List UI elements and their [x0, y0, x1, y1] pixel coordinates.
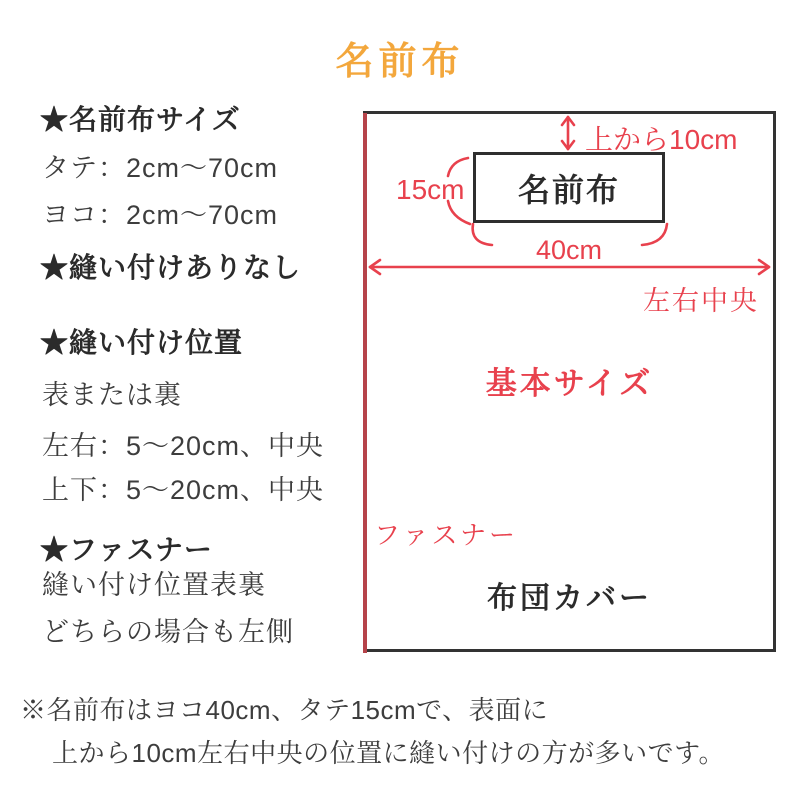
spec-line-left-right: 左右：5〜20cm、中央	[42, 431, 325, 461]
spec-heading-size: ★名前布サイズ	[40, 104, 241, 135]
name-cloth-rect	[473, 152, 665, 223]
name-cloth-label: 名前布	[517, 171, 620, 208]
spec-heading-fastener: ★ファスナー	[40, 534, 213, 565]
vertical-arrow-icon	[562, 117, 574, 149]
top-offset-label: 上から10cm	[585, 124, 738, 155]
spec-heading-sew-or-not: ★縫い付けありなし	[40, 252, 302, 283]
futon-cover-diagram	[363, 111, 776, 652]
basic-size-label: 基本サイズ	[485, 366, 654, 401]
center-label: 左右中央	[643, 286, 759, 316]
height-label: 15cm	[396, 174, 465, 205]
spec-line-fastener-side: どちらの場合も左側	[42, 617, 294, 647]
fastener-label: ファスナー	[374, 520, 518, 550]
spec-line-fastener-pos: 縫い付け位置表裏	[42, 570, 266, 600]
futon-cover-label: 布団カバー	[487, 582, 652, 615]
spec-line-yoko: ヨコ：2cm〜70cm	[42, 200, 279, 230]
spec-heading-sew-position: ★縫い付け位置	[40, 327, 244, 358]
footnote-line-1: ※名前布はヨコ40cm、タテ15cmで、表面に	[20, 695, 549, 725]
spec-line-top-bottom: 上下：5〜20cm、中央	[42, 475, 325, 505]
spec-line-front-back: 表または裏	[42, 380, 182, 410]
page-title: 名前布	[335, 41, 465, 83]
width-label: 40cm	[535, 235, 603, 265]
footnote-line-2: 上から10cm左右中央の位置に縫い付けの方が多いです。	[52, 738, 725, 768]
spec-line-tate: タテ：2cm〜70cm	[42, 153, 279, 183]
